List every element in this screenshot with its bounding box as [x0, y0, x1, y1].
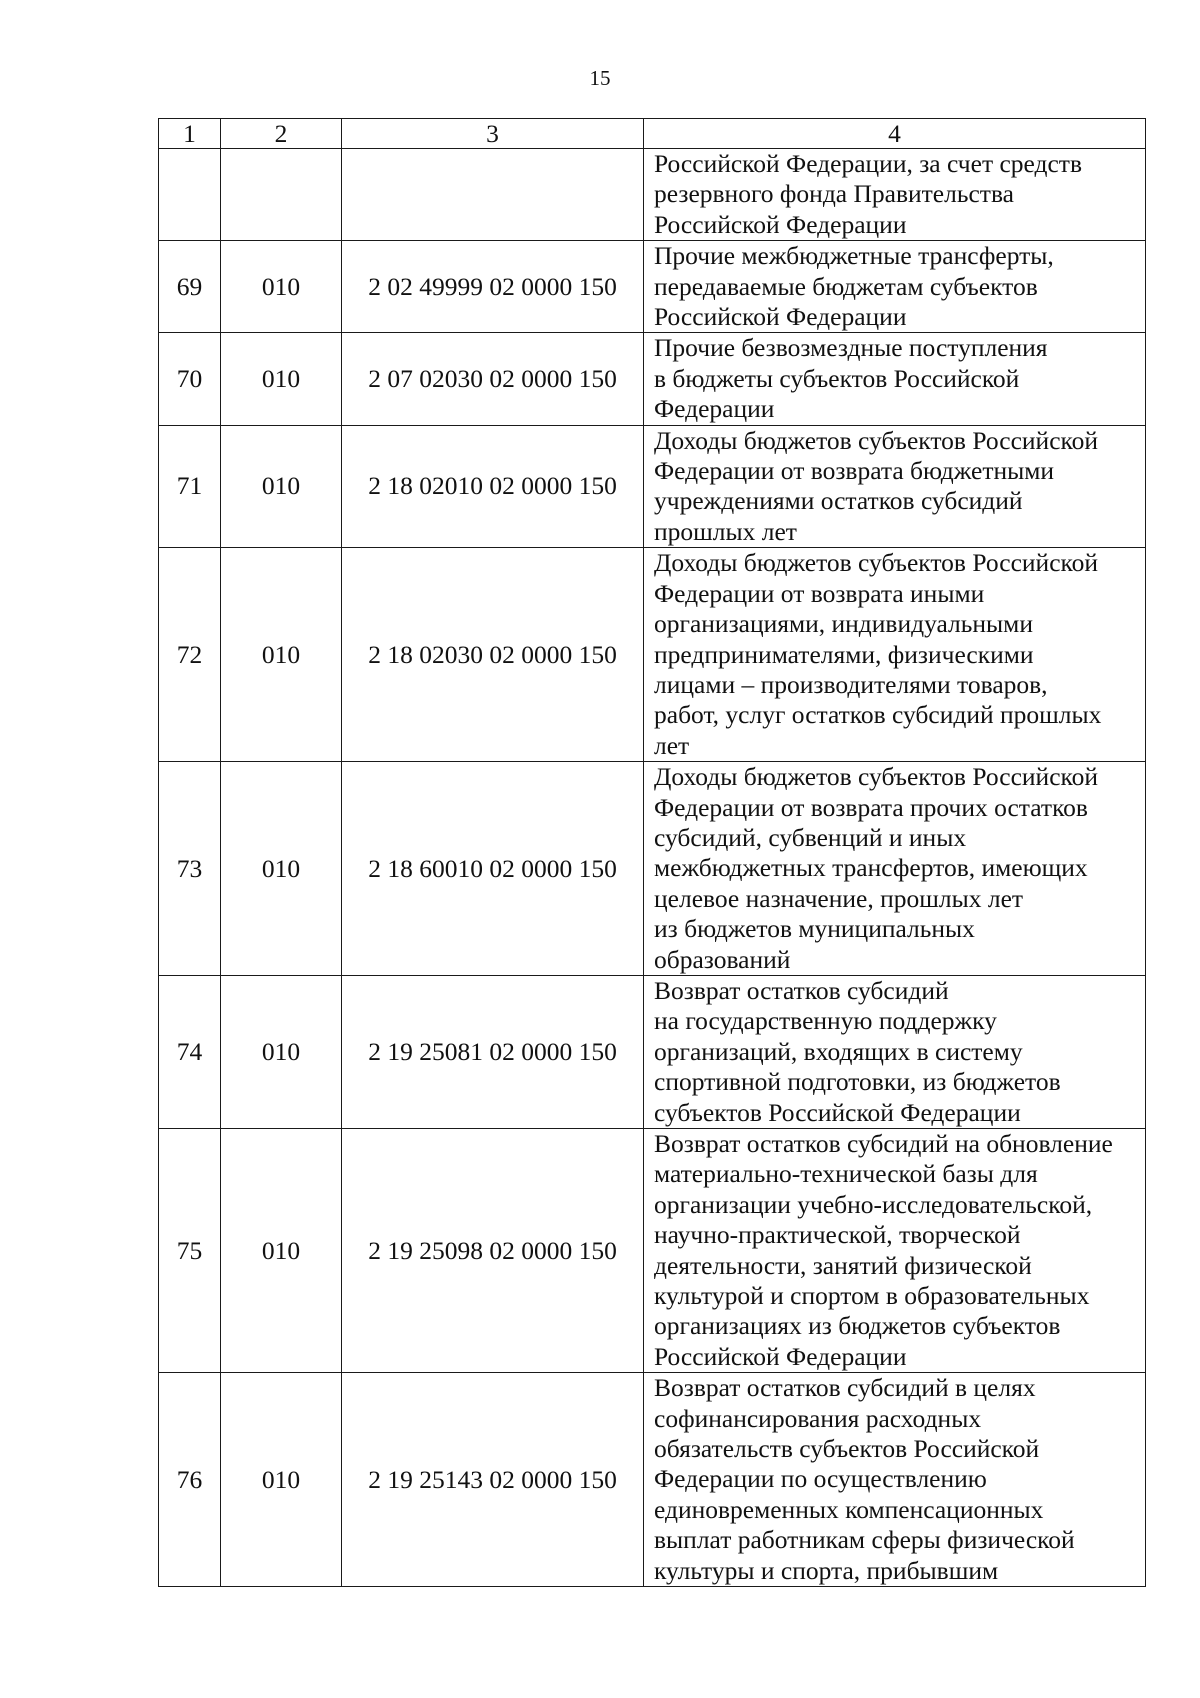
budget-code-cell: 2 19 25098 02 0000 150 — [342, 1129, 644, 1373]
description-line: деятельности, занятий физической — [654, 1250, 1032, 1280]
row-number-cell: 73 — [159, 762, 221, 976]
description-line: Федерации от возврата иными — [654, 578, 985, 608]
row-number-cell: 74 — [159, 975, 221, 1128]
admin-code-cell: 010 — [221, 333, 342, 425]
description-line: организациях из бюджетов субъектов — [654, 1311, 1061, 1341]
row-number-cell: 76 — [159, 1373, 221, 1587]
row-number-cell — [159, 149, 221, 241]
description-line: Федерации по осуществлению — [654, 1464, 987, 1494]
table-row — [159, 548, 1146, 762]
budget-code-cell: 2 18 02030 02 0000 150 — [342, 548, 644, 762]
table-row — [159, 762, 1146, 976]
description-line: организаций, входящих в систему — [654, 1036, 1023, 1066]
description-line: научно-практической, творческой — [654, 1220, 1021, 1250]
description-line: в бюджеты субъектов Российской — [654, 363, 1020, 393]
description-cell — [644, 1129, 1146, 1373]
budget-code-cell: 2 19 25143 02 0000 150 — [342, 1373, 644, 1587]
description-line: Российской Федерации — [654, 302, 907, 332]
description-line: культурой и спортом в образовательных — [654, 1281, 1090, 1311]
budget-codes-table — [158, 118, 1146, 1587]
budget-code-cell: 2 02 49999 02 0000 150 — [342, 241, 644, 333]
description-line: Доходы бюджетов субъектов Российской — [654, 425, 1098, 455]
table-row — [159, 1129, 1146, 1373]
row-number-cell: 71 — [159, 425, 221, 548]
description-cell — [644, 1373, 1146, 1587]
table-header-row — [159, 119, 1146, 149]
description-line: целевое назначение, прошлых лет — [654, 883, 1024, 913]
description-line: Доходы бюджетов субъектов Российской — [654, 762, 1098, 792]
description-line: Российской Федерации — [654, 1341, 907, 1371]
budget-code-cell: 2 18 60010 02 0000 150 — [342, 762, 644, 976]
admin-code-cell: 010 — [221, 762, 342, 976]
description-line: субсидий, субвенций и иных — [654, 822, 967, 852]
description-line: Прочие межбюджетные трансферты, — [654, 241, 1054, 271]
row-number-cell: 69 — [159, 241, 221, 333]
row-number-cell: 70 — [159, 333, 221, 425]
admin-code-cell: 010 — [221, 548, 342, 762]
page-number: 15 — [589, 66, 611, 90]
description-line: образований — [654, 944, 791, 974]
description-line: лет — [654, 730, 690, 760]
description-cell — [644, 975, 1146, 1128]
table-row — [159, 149, 1146, 241]
description-line: Российской Федерации, за счет средств — [654, 149, 1082, 178]
row-number-cell: 75 — [159, 1129, 221, 1373]
description-cell — [644, 241, 1146, 333]
description-line: материально-технической базы для — [654, 1159, 1038, 1189]
admin-code-cell: 010 — [221, 1129, 342, 1373]
budget-code-cell: 2 07 02030 02 0000 150 — [342, 333, 644, 425]
header-col-4: 4 — [644, 119, 1146, 149]
description-line: обязательств субъектов Российской — [654, 1434, 1040, 1464]
description-line: субъектов Российской Федерации — [654, 1097, 1021, 1127]
description-line: Федерации — [654, 394, 775, 424]
description-line: Возврат остатков субсидий — [654, 975, 949, 1005]
table-row — [159, 1373, 1146, 1587]
description-line: лицами – производителями товаров, — [654, 669, 1048, 699]
description-cell — [644, 149, 1146, 241]
description-line: организации учебно-исследовательской, — [654, 1189, 1093, 1219]
table-row — [159, 425, 1146, 548]
description-line: софинансирования расходных — [654, 1403, 982, 1433]
admin-code-cell: 010 — [221, 975, 342, 1128]
header-col-1: 1 — [159, 119, 221, 149]
description-cell — [644, 425, 1146, 548]
description-line: резервного фонда Правительства — [654, 179, 1014, 209]
description-line: Прочие безвозмездные поступления — [654, 333, 1048, 363]
description-line: на государственную поддержку — [654, 1006, 997, 1036]
description-line: Российской Федерации — [654, 209, 907, 239]
budget-code-cell: 2 18 02010 02 0000 150 — [342, 425, 644, 548]
description-line: учреждениями остатков субсидий — [654, 486, 1023, 516]
description-line: единовременных компенсационных — [654, 1494, 1044, 1524]
table-row — [159, 241, 1146, 333]
description-cell — [644, 762, 1146, 976]
description-line: передаваемые бюджетам субъектов — [654, 271, 1038, 301]
admin-code-cell: 010 — [221, 425, 342, 548]
admin-code-cell: 010 — [221, 1373, 342, 1587]
header-col-3: 3 — [342, 119, 644, 149]
description-line: межбюджетных трансфертов, имеющих — [654, 853, 1088, 883]
budget-code-cell: 2 19 25081 02 0000 150 — [342, 975, 644, 1128]
admin-code-cell — [221, 149, 342, 241]
header-col-2: 2 — [221, 119, 342, 149]
description-line: из бюджетов муниципальных — [654, 914, 975, 944]
description-line: прошлых лет — [654, 516, 797, 546]
table-row — [159, 975, 1146, 1128]
admin-code-cell: 010 — [221, 241, 342, 333]
description-line: спортивной подготовки, из бюджетов — [654, 1067, 1061, 1097]
budget-code-cell — [342, 149, 644, 241]
description-line: Возврат остатков субсидий в целях — [654, 1373, 1036, 1403]
description-line: культуры и спорта, прибывшим — [654, 1555, 999, 1585]
description-line: Доходы бюджетов субъектов Российской — [654, 548, 1098, 578]
description-line: организациями, индивидуальными — [654, 609, 1033, 639]
description-line: работ, услуг остатков субсидий прошлых — [654, 700, 1102, 730]
description-line: Федерации от возврата бюджетными — [654, 456, 1055, 486]
description-line: предпринимателями, физическими — [654, 639, 1034, 669]
row-number-cell: 72 — [159, 548, 221, 762]
description-line: выплат работникам сферы физической — [654, 1525, 1075, 1555]
description-cell — [644, 548, 1146, 762]
description-line: Федерации от возврата прочих остатков — [654, 792, 1088, 822]
description-cell — [644, 333, 1146, 425]
description-line: Возврат остатков субсидий на обновление — [654, 1129, 1113, 1158]
table-row — [159, 333, 1146, 425]
